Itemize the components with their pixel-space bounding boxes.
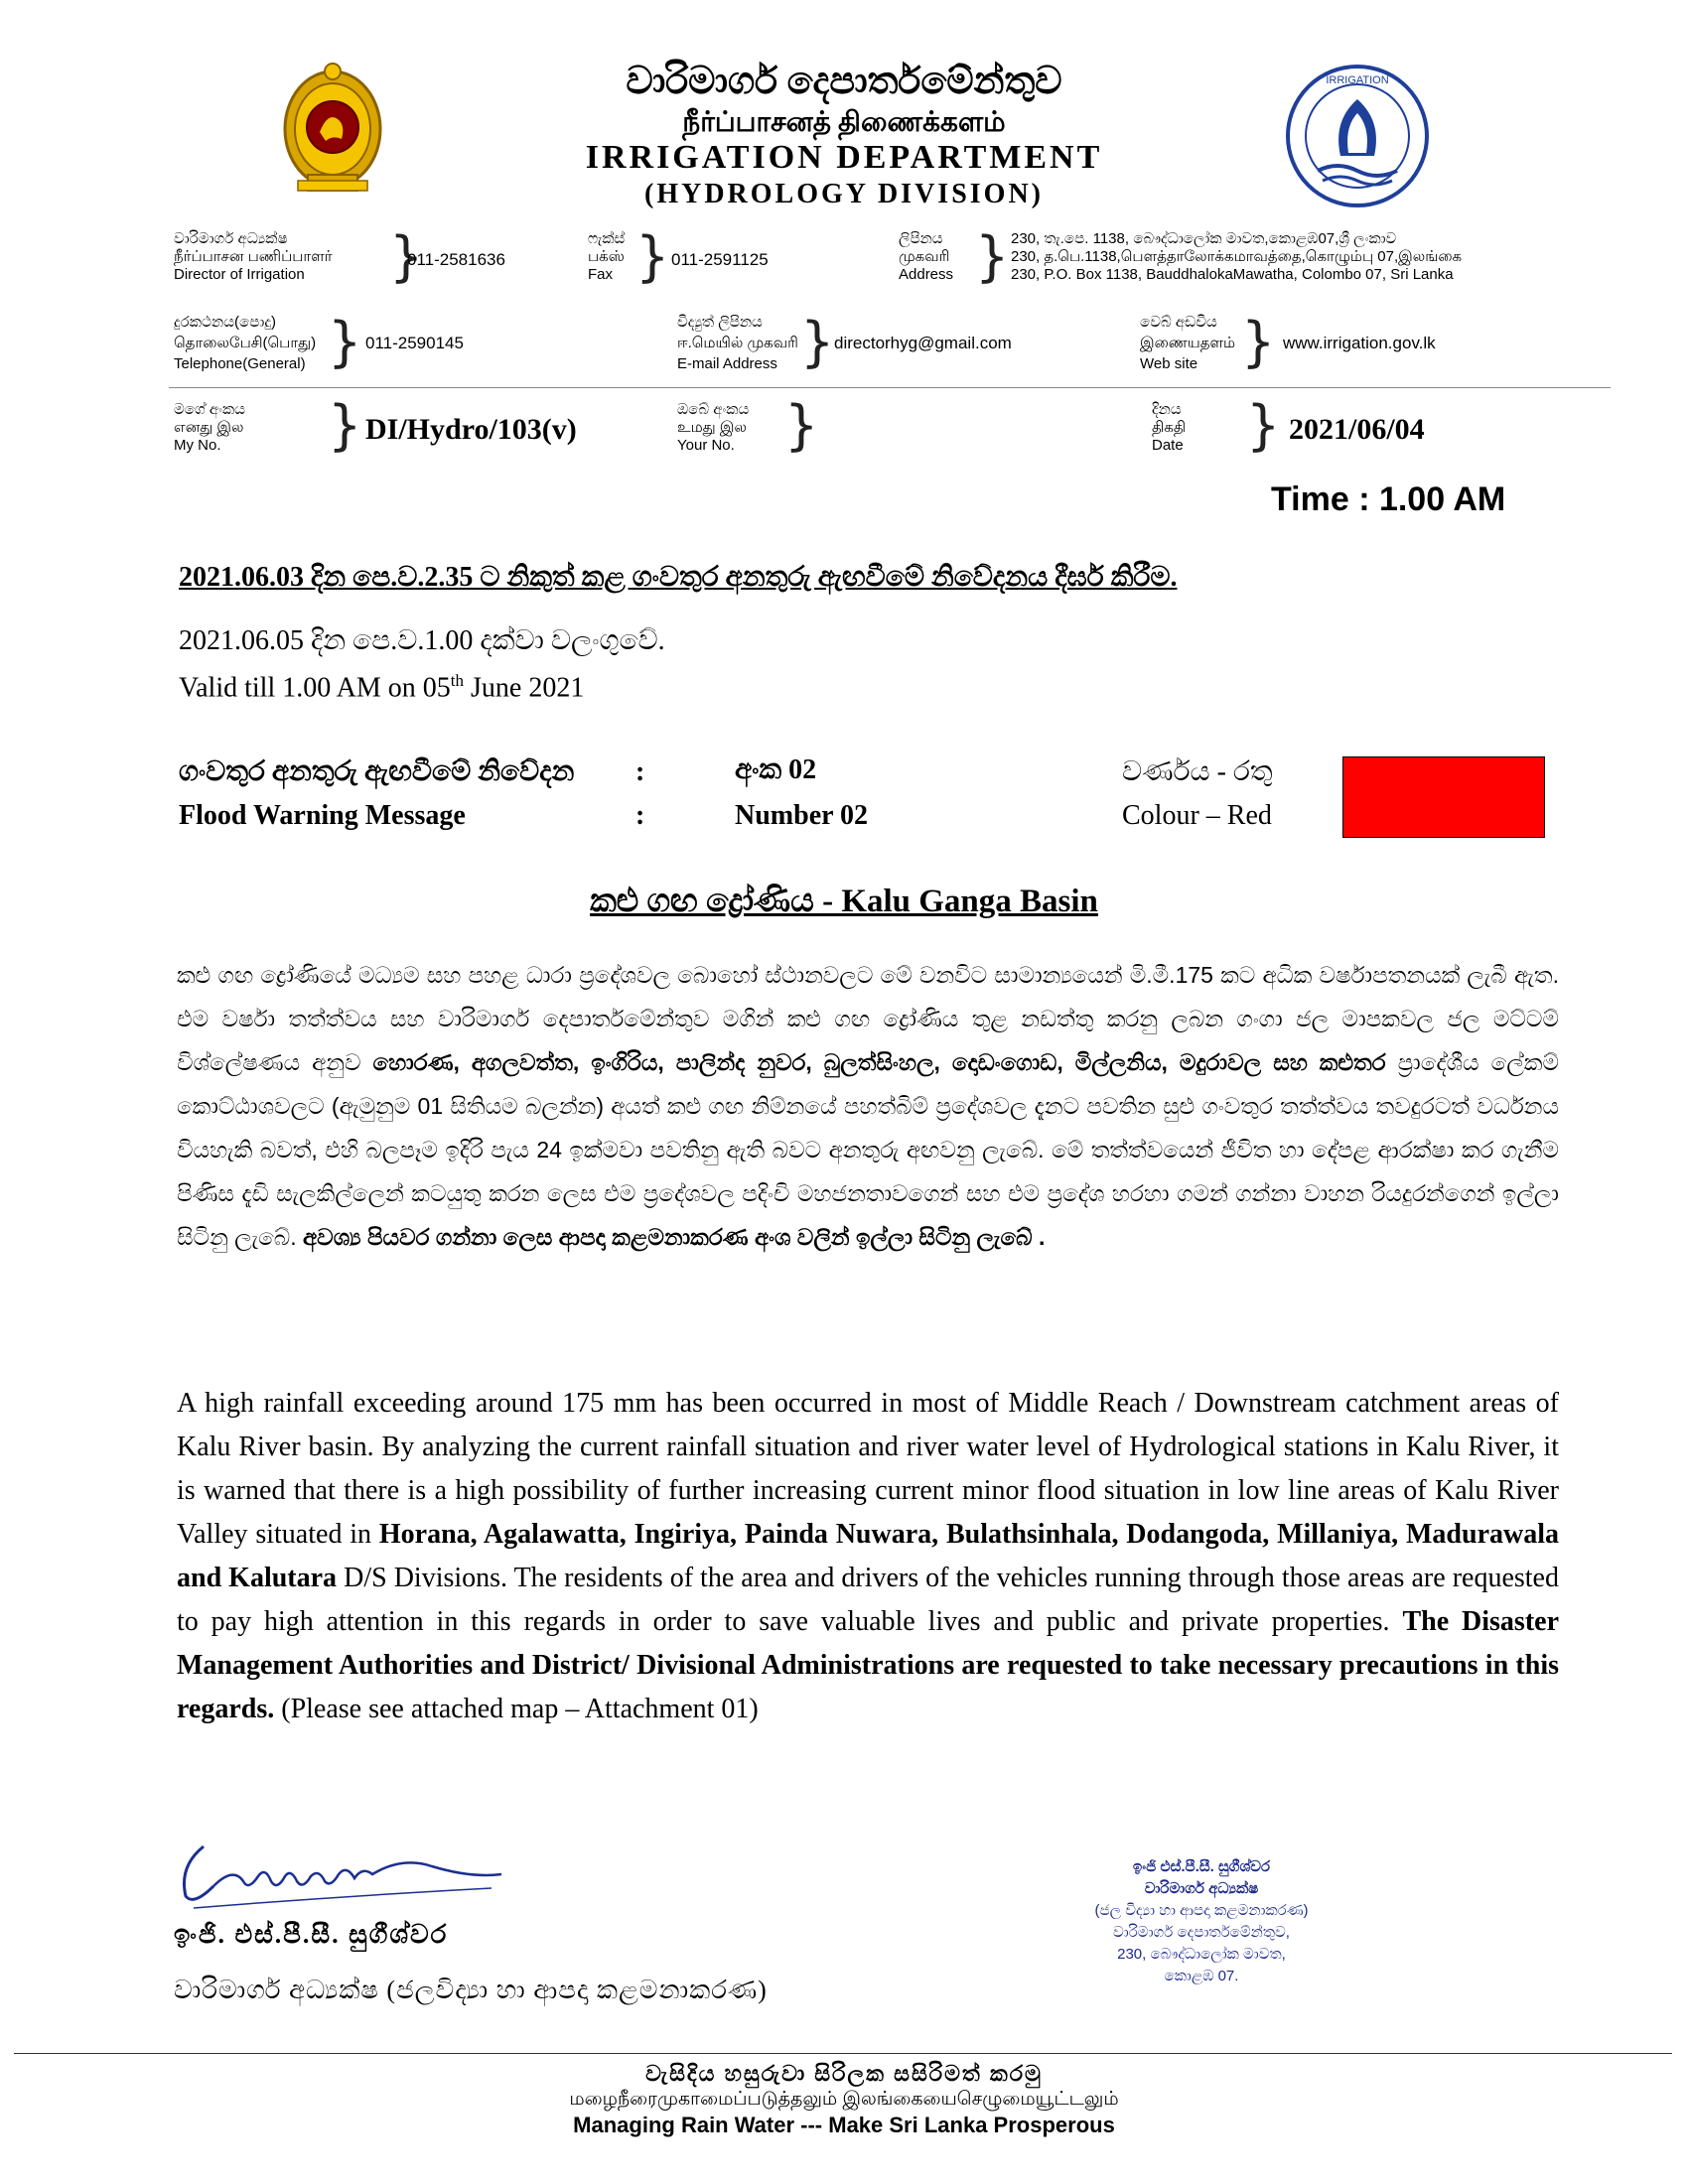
fax-label-si: ෆැක්ස් <box>588 230 626 247</box>
body-si-closing: අවශ්‍ය පියවර ගන්නා ලෙස ආපදා කළමනාකරණ අංශ වලින් ඉල්ලා සිටිනු ලැබේ . <box>303 1224 1046 1250</box>
warning-colour-swatch <box>1342 756 1545 838</box>
signatory-name: ඉංජි. එස්.පී.සී. සුගීශ්වර <box>174 1920 449 1949</box>
signature-image <box>174 1827 511 1916</box>
logo-ring-text: IRRIGATION <box>1326 74 1389 86</box>
address-label <box>899 230 953 284</box>
body-en-part2: D/S Divisions. The residents of the area and drivers of the vehicles running through those areas are requested to pay high attention in this regards in order to save valuable lives and public and private properties. <box>177 1563 1559 1637</box>
body-en-bold: The Disaster Management Authorities and District/ Divisional Administrations are requested to take necessary precautions in this regards. <box>177 1606 1560 1724</box>
validity-english-prefix: Valid till 1.00 AM on 05 <box>179 672 451 704</box>
your-no-label-en: Your No. <box>677 437 735 454</box>
body-paragraph-sinhala <box>177 953 1559 1259</box>
brace: } <box>800 311 835 373</box>
warning-label-english: Flood Warning Message <box>179 800 466 831</box>
stamp-line: වාරිමාර්ග දෙපාර්තමේන්තුව, <box>1113 1924 1290 1941</box>
department-title-english: IRRIGATION DEPARTMENT <box>585 139 1103 176</box>
email-label-si: විද්‍යුත් ලිපිනය <box>677 314 763 331</box>
body-en-part1: A high rainfall exceeding around 175 mm has been occurred in most of Middle Reach / Downstream catchment areas of Kalu River basin. By analyzing the current rainfall situation and river water level of Hydrological stations in Kalu River, it is warned that there is a high possibility of further increasing current minor flood situation in low line areas of Kalu River Valley situated in <box>177 1388 1559 1550</box>
date-label <box>1152 401 1186 455</box>
brace: } <box>1246 394 1281 457</box>
my-reference-number: DI/Hydro/103(v) <box>365 413 577 446</box>
footer-slogan-tamil: மழைநீரைமுகாமைப்படுத்தலும் இலங்கையைசெழுமையூட்டலும் <box>569 2089 1119 2110</box>
telephone-label-ta: தொலைபேசி(பொது) <box>174 335 317 351</box>
warning-number-sinhala: අංක 02 <box>735 754 817 785</box>
brace: } <box>389 225 424 288</box>
your-no-label-si: ඔබේ අංකය <box>677 401 750 418</box>
website-label-si: වෙබ් අඩවිය <box>1140 314 1217 331</box>
warning-colon: : <box>635 756 645 787</box>
my-no-label-en: My No. <box>174 437 221 454</box>
address-label-si: ලිපිනය <box>899 230 943 247</box>
official-stamp <box>1033 1856 1370 1987</box>
body-si-part1: කළු ගඟ ද්‍රෝණියේ මධ්‍යම සහ පහළ ධාරා ප්‍රදේශවල බොහෝ ස්ථානවලට මේ වනවිට සාමාන්‍යයෙන් මි.මී.175 කට අධික වර්ෂාපතනයක් ලැබී ඇත. එම වර්ෂා තත්ත්වය සහ වාරිමාර්ග දෙපාර්තමේන්තුව මගින් කළු ගඟ ද්‍රෝණිය තුළ නඩත්තු කරනු ලබන ගංගා ජල මාපකවල ජල මට්ටම් විශ්ලේෂණය අනුව <box>177 962 1559 1075</box>
brace: } <box>635 225 670 288</box>
stamp-line: (ජල විද්‍යා හා ආපදා කළමනාකරණ) <box>1094 1902 1309 1919</box>
issue-date: 2021/06/04 <box>1289 413 1425 446</box>
address-line-si: 230, තැ.පෙ. 1138, බෞද්ධාලෝක මාවත,කොළඹ07,ශ්‍රී ලංකාව <box>1011 230 1397 247</box>
department-title-tamil: நீர்ப்பாசனத் திணைக்களம் <box>682 107 1006 138</box>
validity-english <box>179 661 584 708</box>
stamp-line: වාරිමාර්ග අධ්‍යක්ෂ <box>1144 1880 1259 1897</box>
telephone-label <box>174 312 316 374</box>
body-en-places: Horana, Agalawatta, Ingiriya, Painda Nuwara, Bulathsinhala, Dodangoda, Millaniya, Madurawala and Kalutara <box>177 1519 1559 1593</box>
your-no-label-ta: உமது இல <box>677 419 747 436</box>
basin-title: කළු ගඟ ද්‍රෝණිය - Kalu Ganga Basin <box>590 884 1098 919</box>
stamp-line: 230, බෞද්ධාලෝක මාවත, <box>1117 1946 1286 1963</box>
date-label-en: Date <box>1152 437 1184 454</box>
address-label-en: Address <box>899 266 954 283</box>
address-value <box>1011 230 1462 284</box>
email-label <box>677 312 798 374</box>
fax-label-ta: பக்ஸ் <box>588 248 625 265</box>
director-phone: 011-2581636 <box>407 250 505 269</box>
brace: } <box>975 225 1010 288</box>
email-address: directorhyg@gmail.com <box>834 334 1012 352</box>
stamp-line: ඉංජි එස්.පී.සී. සුගීශ්වර <box>1132 1858 1271 1875</box>
telephone-number: 011-2590145 <box>365 334 464 352</box>
director-label-en: Director of Irrigation <box>174 266 305 283</box>
header-divider <box>169 387 1611 388</box>
stamp-line: කොළඹ 07. <box>1164 1968 1239 1984</box>
director-label-si: වාරිමාර්ග අධ්‍යක්ෂ <box>174 230 288 247</box>
email-label-ta: ஈ.மெயில் முகவரி <box>677 335 798 351</box>
address-line-en: 230, P.O. Box 1138, BauddhalokaMawatha, Colombo 07, Sri Lanka <box>1011 266 1454 283</box>
email-label-en: E-mail Address <box>677 355 777 372</box>
validity-english-suffix: June 2021 <box>464 672 585 704</box>
body-paragraph-english <box>177 1382 1559 1731</box>
fax-label-en: Fax <box>588 266 614 283</box>
notice-heading: 2021.06.03 දින පෙ.ව.2.35 ට නිකුත් කළ ගංවතුර අනතුරු ඇඟවීමේ නිවේදනය දීර්ඝ කිරීම. <box>179 562 1178 593</box>
website-url[interactable]: www.irrigation.gov.lk <box>1283 334 1436 352</box>
website-label-en: Web site <box>1140 355 1198 372</box>
address-label-ta: முகவரி <box>899 248 950 265</box>
address-line-ta: 230, த.பெ.1138,பௌத்தாலோக்கமாவத்தை,கொழும்பு 07,இலங்கை <box>1011 248 1463 265</box>
footer-divider <box>14 2053 1672 2054</box>
brace: } <box>784 394 819 457</box>
warning-number-english: Number 02 <box>735 800 869 831</box>
department-title-sinhala: වාරිමාර්ග දෙපාර්තමේන්තුව <box>626 61 1062 102</box>
fax-number: 011-2591125 <box>671 250 769 269</box>
website-label-ta: இணையதளம் <box>1140 335 1236 351</box>
validity-superscript: th <box>450 671 465 690</box>
my-no-label-si: මගේ අංකය <box>174 401 245 418</box>
body-si-places: හොරණ, අගලවත්ත, ඉංගිරිය, පාලින්ද නුවර, බුලත්සිංහල, දොඩංගොඩ, මිල්ලනිය, මදුරාවල සහ කළුතර <box>372 1049 1386 1075</box>
website-label <box>1140 312 1235 374</box>
my-no-label-ta: எனது இல <box>174 419 244 436</box>
director-label-ta: நீர்ப்பாசன பணிப்பாளர் <box>174 248 333 265</box>
date-label-ta: திகதி <box>1152 419 1187 436</box>
director-label <box>174 230 333 284</box>
warning-label-sinhala: ගංවතුර අනතුරු ඇඟවීමේ නිවේදන <box>179 756 575 787</box>
warning-colon: : <box>635 800 645 831</box>
fax-label <box>588 230 625 284</box>
date-label-si: දිනය <box>1152 401 1182 418</box>
footer-slogan-english: Managing Rain Water --- Make Sri Lanka Prosperous <box>573 2113 1115 2137</box>
footer-slogan-sinhala: වැසිදිය හසුරුවා සිරිලක සසිරිමත් කරමු <box>645 2061 1043 2086</box>
warning-colour-english: Colour – Red <box>1122 800 1272 831</box>
issue-time: Time : 1.00 AM <box>1271 480 1506 518</box>
your-no-label <box>677 401 749 455</box>
my-no-label <box>174 401 245 455</box>
brace: } <box>328 394 362 457</box>
telephone-label-en: Telephone(General) <box>174 355 306 372</box>
brace: } <box>1241 311 1276 373</box>
body-en-attachment: (Please see attached map – Attachment 01) <box>274 1694 759 1724</box>
brace: } <box>328 311 362 373</box>
body-si-part2: ප්‍රාදේශීය ලේකම් කොට්ඨාශවලට (ඇමුනුම 01 සිතියම බලන්න) අයත් කළු ගඟ නිම්නයේ පහත්බිම් ප්‍රදේශවල දැනට පවතින සුළු ගංවතුර තත්ත්වය තවදුරටත් වර්ධනය වියහැකි බවත්, එහි බලපෑම ඉදිරි පැය 24 ඉක්මවා පවතිනු ඇති බවට අනතුරු අඟවනු ලැබේ. මේ තත්ත්වයෙන් ජීවිත හා දේපළ ආරක්ෂා කර ගැනීම පිණිස දැඩි සැලකිල්ලෙන් කටයුතු කරන ලෙස එම ප්‍රදේශවල පදිංචි මහජනතාවගෙන් සහ එම ප්‍රදේශ හරහා ගමන් ගන්නා වාහන රියදුරන්ගෙන් ඉල්ලා සිටිනු ලැබේ. <box>177 1049 1559 1250</box>
validity-sinhala: 2021.06.05 දින පෙ.ව.1.00 දක්වා වලංගුවේ. <box>179 625 665 656</box>
warning-colour-sinhala: වර්ණය - රතු <box>1122 756 1273 787</box>
telephone-label-si: දුරකථනය(පොදු) <box>174 314 276 331</box>
signatory-title: වාරිමාර්ග අධ්‍යක්ෂ (ජලවිද්‍යා හා ආපදා කළමනාකරණ) <box>174 1976 768 2004</box>
division-title: (HYDROLOGY DIVISION) <box>644 179 1044 209</box>
